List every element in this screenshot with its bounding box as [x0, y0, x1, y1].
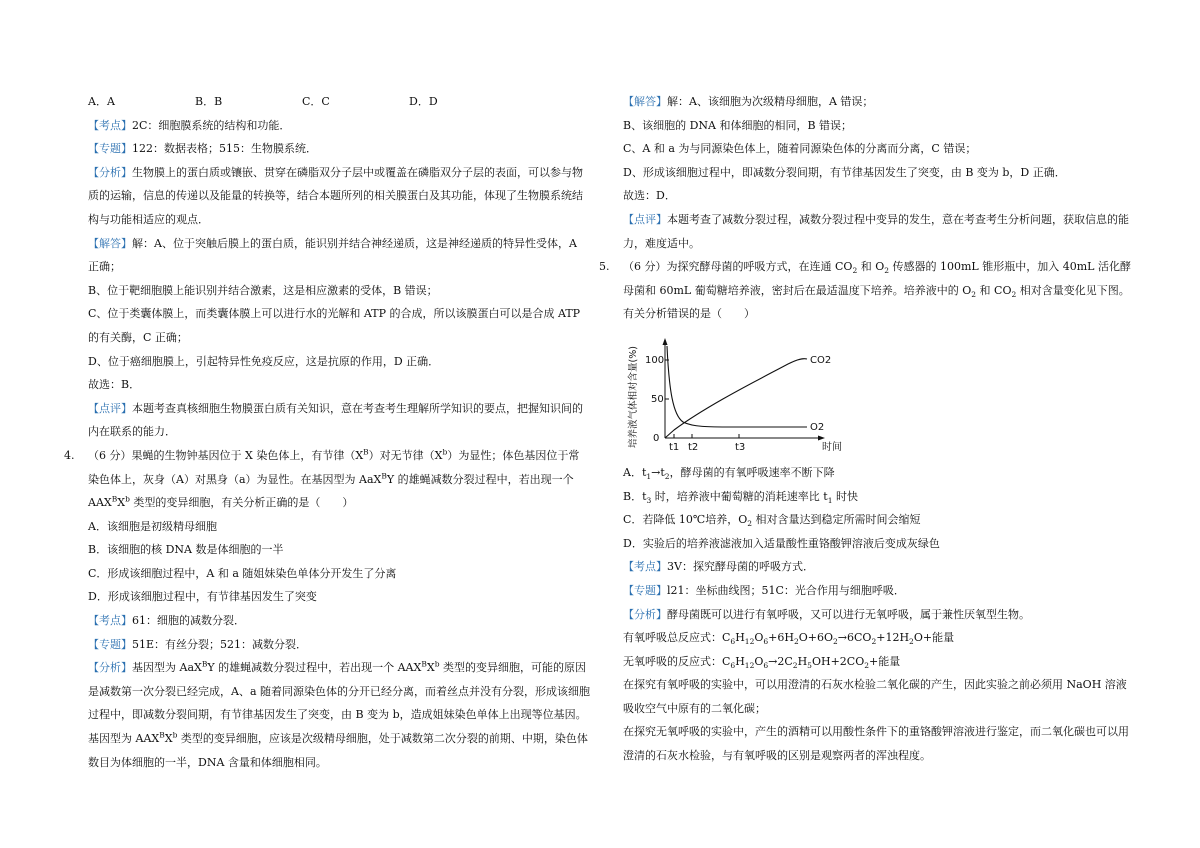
q3-option-d: D．D	[409, 95, 438, 108]
q3-zhuanti	[88, 137, 590, 161]
q3-zhuanti-text: 122：数据表格；515：生物膜系统．	[132, 142, 317, 156]
q3-jieda-a: 解：A、位于突触后膜上的蛋白质，能识别并结合神经递质，这是神经递质的特异性受体，A 正确；	[88, 236, 577, 274]
q5-equation-aerobic: 有氧呼吸总反应式：$C_6H_{12}O_6+6H_2O+6O_2\to 6CO_2+12H_2O+$能量	[623, 631, 955, 647]
q4-guxuan: 故选：D．	[623, 189, 676, 203]
q5-zhuanti-tag: 【 专题 】	[623, 584, 667, 597]
q3-options	[88, 90, 590, 114]
x-axis-arrow	[818, 435, 825, 440]
y-tick-label-100: 100	[645, 354, 665, 366]
figure-ylabel: 培养液气体相对含量(%)	[628, 345, 639, 448]
gas-content-svg	[623, 330, 863, 458]
q3-fenxi-tag: 【 分析 】	[88, 166, 132, 179]
y-axis-arrow	[663, 338, 668, 345]
q5-kaodian	[623, 555, 1133, 579]
q3-zhuanti-tag: 【 专题 】	[88, 142, 132, 155]
y-tick-label-50: 50	[651, 393, 664, 405]
q3-option-b: B．B	[195, 95, 223, 108]
q4-jieda-a: 解：A、该细胞为次级精母细胞，A 错误；	[667, 95, 874, 108]
q4-jieda	[623, 90, 1133, 114]
question-5	[599, 255, 1133, 326]
q5-number: 5.	[599, 260, 610, 274]
q3-kaodian-tag: 【 考点 】	[88, 119, 132, 132]
q3-kaodian-text: 2C：细胞膜系统的结构和功能．	[132, 118, 291, 132]
q4-jieda-c: C、A 和 a 为与同源染色体上，随着同源染色体的分离而分离，C 错误；	[623, 142, 977, 156]
q3-option-a: A．A	[88, 95, 115, 108]
co2-curve	[665, 359, 807, 438]
q3-fenxi	[88, 161, 590, 232]
q4-option-a: A．该细胞是初级精母细胞	[88, 519, 217, 533]
q5-fenxi	[623, 603, 1133, 627]
q3-jieda-c: C、位于类囊体膜上，而类囊体膜上可以进行水的光解和 ATP 的合成，所以该膜蛋白可以是合成 ATP 的有关酶，C 正确；	[88, 307, 581, 344]
q4-fenxi-tag: 【 分析 】	[88, 661, 132, 674]
q5-option-b: B．$t_3$ 时，培养液中葡萄糖的消耗速率比 $t_1$ 时快	[623, 489, 858, 505]
q4-dianping-text: 本题考查了减数分裂过程，减数分裂过程中变异的发生，意在考查考生分析问题，获取信息的能力，难度适中。	[623, 212, 1129, 250]
q4-zhuanti-text: 51E：有丝分裂；521：减数分裂．	[132, 637, 308, 651]
q5-para-anaerobic: 在探究无氧呼吸的实验中，产生的酒精可以用酸性条件下的重铬酸钾溶液进行鉴定，而二氧化碳也可以用澄清的石灰水检验，与有氧呼吸的区别是观察两者的浑浊程度。	[623, 725, 1129, 763]
q4-zhuanti	[88, 633, 590, 657]
q3-option-c: C．C	[302, 95, 330, 108]
x-tick-label-t2: t2	[688, 441, 699, 453]
question-4	[64, 444, 590, 609]
q4-kaodian-tag: 【 考点 】	[88, 614, 132, 627]
y-tick-label-0: 0	[653, 432, 660, 444]
q4-fenxi: 【 分析 】 基因型为 AaX$^B$Y 的雄蝇减数分裂过程中，若出现一个 $AAX^BX^b$ 类型的变异细胞，可能的原因是减数第一次分裂已经完成，A、a 随着同源染色体的分开已经分离，而着丝点并没有分裂，形成该细胞过程中，即减数分裂间期，有节律基因发生了突变，由 B 变为 b，造成姐妹染色单体上出现等位基因。基因型为 $AAX^BX^b$ 类型的变异细胞，应该是次级精母细胞，处于减数第二次分裂的前期、中期，染色体数目为体细胞的一半，DNA 含量和体细胞相同。	[88, 656, 590, 774]
q3-jieda-b: B、位于靶细胞膜上能识别并结合激素，这是相应激素的受体，B 错误；	[88, 283, 438, 297]
q4-jieda-d: D、形成该细胞过程中，即减数分裂间期，有节律基因发生了突变，由 B 变为 b，D 正确．	[623, 165, 1066, 179]
q5-kaodian-tag: 【 考点 】	[623, 560, 667, 573]
q3-dianping-tag: 【 点评 】	[88, 402, 132, 415]
q5-zhuanti-text: l21：坐标曲线图；51C：光合作用与细胞呼吸．	[667, 583, 905, 597]
q4-jieda-b: B、该细胞的 DNA 和体细胞的相同，B 错误；	[623, 118, 853, 132]
q5-fenxi-tag: 【 分析 】	[623, 608, 667, 621]
q4-jieda-tag: 【 解答 】	[623, 95, 667, 108]
q3-guxuan: 故选：B．	[88, 378, 141, 392]
q4-option-c: C．形成该细胞过程中，A 和 a 随姐妹染色单体分开发生了分离	[88, 566, 397, 580]
q5-option-c: C．若降低 10℃培养，$O_2$ 相对含量达到稳定所需时间会缩短	[623, 513, 921, 529]
q3-jieda-tag: 【 解答 】	[88, 237, 132, 250]
q5-fenxi-text: 酵母菌既可以进行有氧呼吸，又可以进行无氧呼吸，属于兼性厌氧型生物。	[667, 607, 1030, 621]
o2-label: O2	[810, 421, 825, 433]
x-axis-label: 时间	[822, 441, 842, 453]
q5-kaodian-text: 3V：探究酵母菌的呼吸方式．	[667, 560, 814, 574]
x-tick-label-t3: t3	[735, 441, 746, 453]
q3-dianping-text: 本题考查真核细胞生物膜蛋白质有关知识，意在考查考生理解所学知识的要点，把握知识间的内在联系的能力．	[88, 401, 583, 439]
left-column	[64, 90, 590, 774]
gas-content-figure	[623, 330, 863, 458]
q4-option-d: D．形成该细胞过程中，有节律基因发生了突变	[88, 590, 317, 604]
q3-fenxi-text: 生物膜上的蛋白质或镶嵌、贯穿在磷脂双分子层中或覆盖在磷脂双分子层的表面，可以参与物质的运输，信息的传递以及能量的转换等，结合本题所列的相关膜蛋白及其功能，体现了生物膜系统结构与功能相适应的观点．	[88, 165, 583, 226]
q3-jieda	[88, 232, 590, 279]
q5-para-aerobic: 在探究有氧呼吸的实验中，可以用澄清的石灰水检验二氧化碳的产生，因此实验之前必须用 NaOH 溶液吸收空气中原有的二氧化碳；	[623, 678, 1127, 715]
co2-label: CO2	[810, 354, 832, 366]
right-column	[599, 90, 1133, 768]
q4-stem: （6 分）果蝇的生物钟基因位于 X 染色体上，有节律$(X^B)$对无节律$(X^b)$为显性；体色基因位于常染色体上，灰身（A）对黑身（a）为显性。在基因型为 AaX$^B$Y 的雄蝇减数分裂过程中，若出现一个 $AAX^BX^b$ 类型的变异细胞，有关分析正确的是（ ）	[88, 447, 580, 510]
o2-curve	[667, 346, 807, 427]
q5-option-a: A．$t_1\to t_2$，酵母菌的有氧呼吸速率不断下降	[623, 465, 835, 482]
q3-dianping	[88, 397, 590, 444]
q5-zhuanti	[623, 579, 1133, 603]
q4-option-b: B．该细胞的核 DNA 数是体细胞的一半	[88, 543, 284, 557]
q3-kaodian	[88, 114, 590, 138]
q4-number: 4.	[64, 448, 75, 462]
q4-kaodian	[88, 609, 590, 633]
q4-zhuanti-tag: 【 专题 】	[88, 638, 132, 651]
q3-jieda-d: D、位于癌细胞膜上，引起特异性免疫反应，这是抗原的作用，D 正确．	[88, 354, 440, 368]
q4-dianping-tag: 【 点评 】	[623, 213, 667, 226]
q4-kaodian-text: 61：细胞的减数分裂．	[132, 614, 245, 628]
q4-dianping	[623, 208, 1133, 255]
x-tick-label-t1: t1	[669, 441, 680, 453]
q5-equation-anaerobic: 无氧呼吸的反应式：$C_6H_{12}O_6\to 2C_2H_5OH+2CO_2+$能量	[623, 654, 901, 670]
q5-option-d: D．实验后的培养液滤液加入适量酸性重铬酸钾溶液后变成灰绿色	[623, 536, 940, 550]
q5-stem: （6 分）为探究酵母菌的呼吸方式，在连通 $CO_2$ 和 $O_2$ 传感器的 100mL 锥形瓶中，加入 40mL 活化酵母菌和 60mL 葡萄糖培养液，密封后在最适温度下培养。培养液中的 $O_2$ 和 $CO_2$ 相对含量变化见下图。有关分析错误的是（ ）	[623, 260, 1131, 321]
